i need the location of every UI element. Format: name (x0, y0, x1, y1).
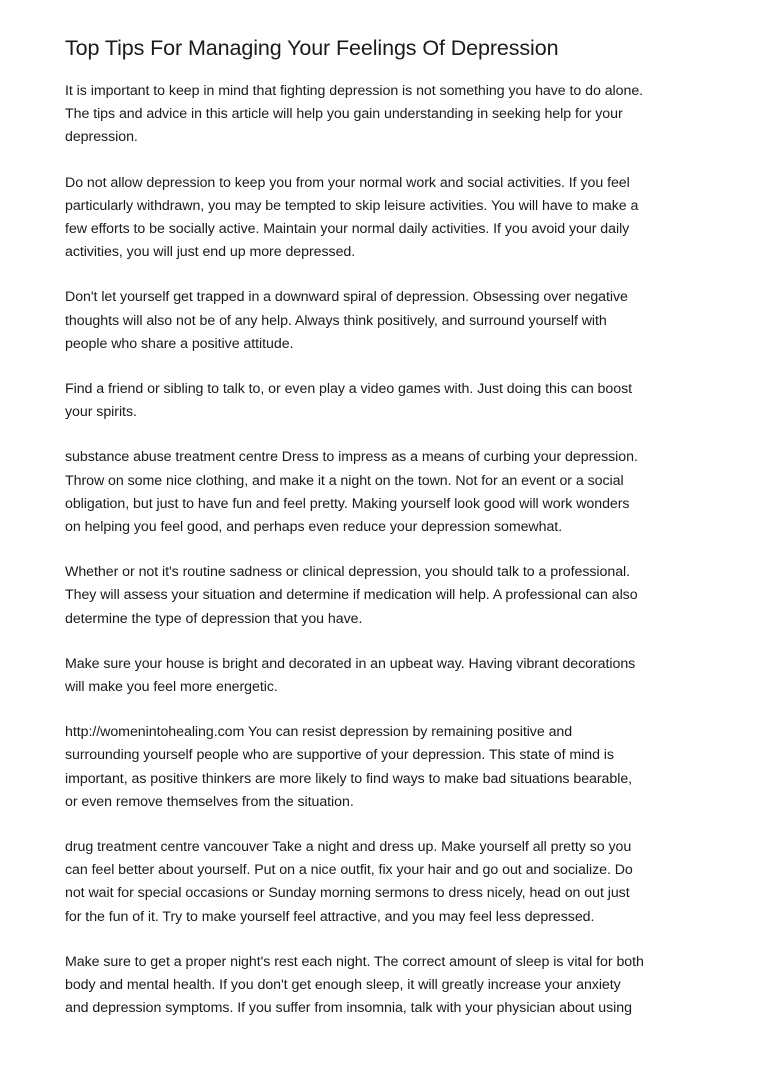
paragraph-line: will make you feel more energetic. (65, 679, 278, 696)
paragraph-line: particularly withdrawn, you may be tempted to skip leisure activities. You will have to make a (65, 197, 639, 214)
paragraph-line: Throw on some nice clothing, and make it a night on the town. Not for an event or a social (65, 472, 624, 489)
paragraph-line: important, as positive thinkers are more likely to find ways to make bad situations bearable, (65, 770, 633, 787)
paragraph (65, 172, 715, 265)
paragraph-line: Do not allow depression to keep you from your normal work and social activities. If you feel (65, 174, 630, 191)
paragraph-line: not wait for special occasions or Sunday morning sermons to dress nicely, head on out just (65, 885, 630, 902)
paragraph-line: activities, you will just end up more depressed. (65, 244, 356, 261)
paragraph-line: Find a friend or sibling to talk to, or even play a video games with. Just doing this can boost (65, 381, 633, 398)
paragraph-line: determine the type of depression that you have. (65, 610, 363, 627)
paragraph-line: your spirits. (65, 404, 137, 421)
paragraph (65, 378, 715, 424)
paragraph-line: It is important to keep in mind that fighting depression is not something you have to do alone. (65, 83, 644, 99)
paragraph-line: The tips and advice in this article will help you gain understanding in seeking help for your (65, 106, 623, 123)
paragraph (65, 721, 715, 814)
paragraph-line: can feel better about yourself. Put on a nice outfit, fix your hair and go out and socialize. Do (65, 862, 633, 879)
paragraph-line: few efforts to be socially active. Maintain your normal daily activities. If you avoid your daily (65, 221, 630, 238)
document-title: Top Tips For Managing Your Feelings Of Depression (65, 36, 559, 60)
paragraph (65, 446, 715, 539)
paragraph-line: http://womenintohealing.com You can resist depression by remaining positive and (65, 724, 573, 741)
paragraph (65, 80, 715, 150)
paragraph (65, 286, 715, 356)
paragraph-line: obligation, but just to have fun and feel pretty. Making yourself look good will work wonders (65, 495, 630, 512)
paragraph (65, 836, 715, 929)
paragraph-line: body and mental health. If you don't get enough sleep, it will greatly increase your anxiety (65, 977, 621, 994)
paragraph (65, 951, 715, 1021)
paragraph (65, 653, 715, 699)
paragraph-line: depression. (65, 129, 138, 146)
paragraph-line: or even remove themselves from the situation. (65, 793, 354, 810)
paragraph-line: substance abuse treatment centre Dress to impress as a means of curbing your depression. (65, 449, 638, 466)
paragraph-line: Don't let yourself get trapped in a downward spiral of depression. Obsessing over negative (65, 289, 628, 306)
document-page (65, 34, 715, 1043)
paragraph-line: Make sure your house is bright and decorated in an upbeat way. Having vibrant decorations (65, 655, 636, 672)
paragraph (65, 561, 715, 631)
paragraph-line: on helping you feel good, and perhaps even reduce your depression somewhat. (65, 519, 563, 536)
paragraph-line: They will assess your situation and determine if medication will help. A professional can also (65, 587, 638, 604)
paragraph-line: and depression symptoms. If you suffer from insomnia, talk with your physician about using (65, 1000, 632, 1017)
paragraph-line: for the fun of it. Try to make yourself feel attractive, and you may feel less depressed. (65, 908, 595, 925)
paragraph-line: Whether or not it's routine sadness or clinical depression, you should talk to a professional. (65, 564, 631, 581)
paragraph-line: people who share a positive attitude. (65, 335, 294, 352)
paragraph-line: Make sure to get a proper night's rest each night. The correct amount of sleep is vital for both (65, 953, 644, 970)
paragraph-line: thoughts will also not be of any help. Always think positively, and surround yourself with (65, 312, 607, 329)
paragraph-line: surrounding yourself people who are supportive of your depression. This state of mind is (65, 747, 614, 764)
paragraph-line: drug treatment centre vancouver Take a night and dress up. Make yourself all pretty so you (65, 839, 632, 856)
